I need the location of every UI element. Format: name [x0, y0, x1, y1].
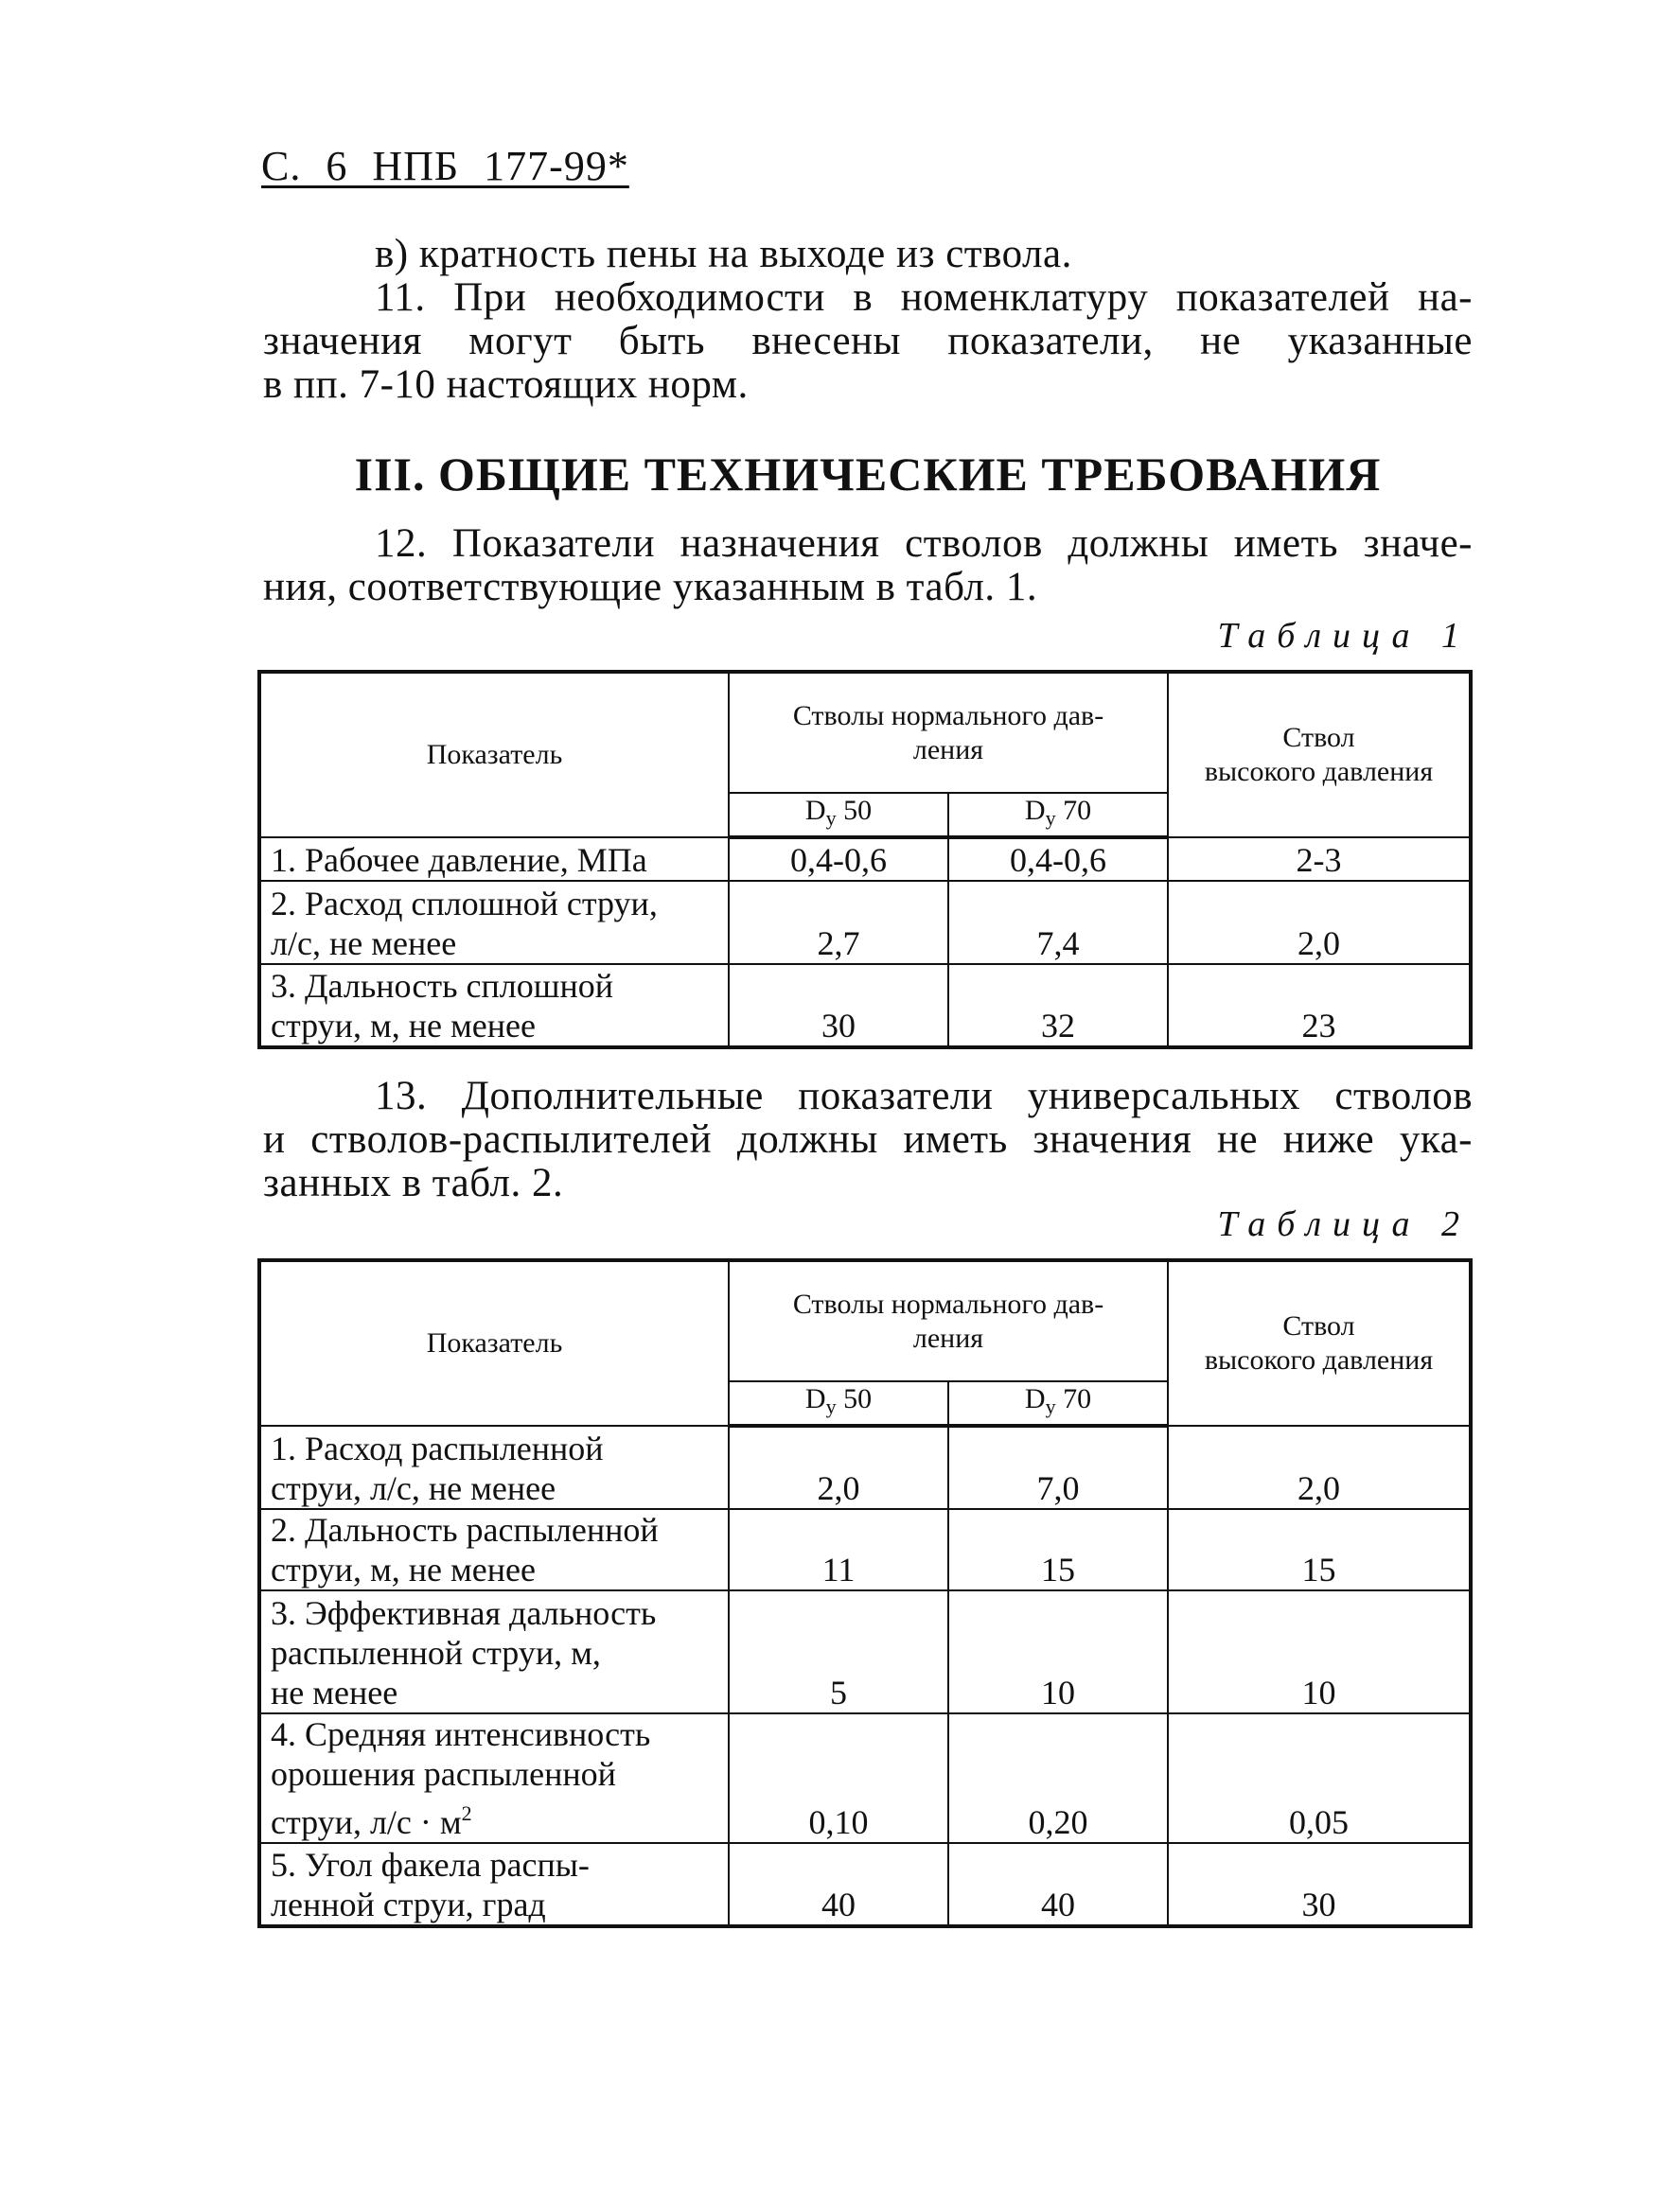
paragraph-13-line-3: занных в табл. 2.: [263, 1161, 564, 1205]
table-2-row-5-high: 30: [1168, 1843, 1471, 1926]
table-2-row-5-dy50: 40: [729, 1843, 948, 1926]
table-2-row-1-dy50: 2,0: [729, 1426, 948, 1509]
table-1-col-indicator: Показатель: [259, 672, 729, 837]
table-row: [259, 964, 1471, 1047]
paragraph-11-line-1: 11. При необходимости в номенклатуру показателей на-: [375, 275, 1473, 320]
table-2-col-normal-line-1: Стволы нормального дав-: [792, 1288, 1104, 1320]
table-1-row-3-label: 3. Дальность сплошной струи, м, не менее: [259, 964, 729, 1047]
table-2-col-normal-line-2: ления: [912, 1322, 984, 1354]
table-1-row-2-label: 2. Расход сплошной струи, л/с, не менее: [259, 881, 729, 964]
table-2-row-3-dy70: 10: [948, 1590, 1168, 1713]
table-2-row-3-label: 3. Эффективная дальность распыленной струи, м, не менее: [259, 1590, 729, 1713]
table-1-col-high-line-2: высокого давления: [1204, 756, 1434, 787]
table-2-row-4-dy70: 0,20: [948, 1713, 1168, 1843]
table-2-col-high-line-1: Ствол: [1282, 1310, 1355, 1342]
paragraph-12: [263, 522, 1473, 609]
table-1-row-2-dy50: 2,7: [729, 881, 948, 964]
table-1-row-1-high: 2-3: [1168, 837, 1471, 881]
table-2-col-dy70: $D_у$ 70: [948, 1381, 1168, 1426]
table-2-col-indicator: Показатель: [259, 1260, 729, 1426]
table-1-row-1-label: 1. Рабочее давление, МПа: [259, 837, 729, 881]
table-1-col-normal-line-1: Стволы нормального дав-: [792, 699, 1104, 731]
table-row: [259, 1426, 1471, 1509]
table-1-row-1-dy70: 0,4-0,6: [948, 837, 1168, 881]
paragraph-13: [263, 1075, 1473, 1205]
table-1-row-2-dy70: 7,4: [948, 881, 1168, 964]
table-2-row-1-label: 1. Расход распыленной струи, л/с, не менее: [259, 1426, 729, 1509]
table-1-col-high-line-1: Ствол: [1282, 722, 1355, 753]
table-2-label: Таблица 2: [1217, 1204, 1471, 1244]
table-row: [259, 1590, 1471, 1713]
table-2-row-5-label: 5. Угол факела распы- ленной струи, град: [259, 1843, 729, 1926]
item-v-line: в) кратность пены на выходе из ствола.: [375, 232, 1072, 276]
table-2-row-2-high: 15: [1168, 1509, 1471, 1590]
table-1-col-high: [1168, 672, 1471, 837]
paragraph-11-line-2: значения могут быть внесены показатели, не указанные: [263, 319, 1473, 363]
table-2-col-dy50: $D_у$ 50: [729, 1381, 948, 1426]
table-row: [259, 837, 1471, 881]
table-1-row-3-dy70: 32: [948, 964, 1168, 1047]
table-1-header-row: [259, 672, 1471, 793]
table-2-row-2-dy70: 15: [948, 1509, 1168, 1590]
table-2-row-3-dy50: 5: [729, 1590, 948, 1713]
table-1-label: Таблица 1: [1217, 616, 1471, 656]
table-2-row-1-dy70: 7,0: [948, 1426, 1168, 1509]
table-1-row-2-high: 2,0: [1168, 881, 1471, 964]
paragraph-13-line-1: 13. Дополнительные показатели универсальных стволов: [375, 1074, 1473, 1118]
table-2: [257, 1258, 1473, 1928]
table-1: [257, 670, 1473, 1049]
table-1-col-dy50: $D_у$ 50: [729, 793, 948, 837]
table-2-row-3-high: 10: [1168, 1590, 1471, 1713]
table-1-col-normal-line-2: ления: [912, 733, 984, 765]
table-1-col-normal: [729, 672, 1168, 793]
table-2-row-2-label: 2. Дальность распыленной струи, м, не менее: [259, 1509, 729, 1590]
table-row: [259, 1843, 1471, 1926]
intro-paragraph: [263, 233, 1473, 407]
table-row: [259, 1713, 1471, 1843]
table-1-row-3-high: 23: [1168, 964, 1471, 1047]
table-1-col-dy70: $D_у$ 70: [948, 793, 1168, 837]
table-2-header-row: [259, 1260, 1471, 1381]
table-row: [259, 881, 1471, 964]
paragraph-13-line-2: и стволов-распылителей должны иметь значения не ниже ука-: [263, 1117, 1473, 1162]
table-row: [259, 1509, 1471, 1590]
table-1-row-1-dy50: 0,4-0,6: [729, 837, 948, 881]
table-2-col-high: [1168, 1260, 1471, 1426]
table-2-col-high-line-2: высокого давления: [1204, 1344, 1434, 1376]
table-1-row-3-dy50: 30: [729, 964, 948, 1047]
page-header: С. 6 НПБ 177-99*: [261, 143, 629, 189]
table-2-row-4-dy50: 0,10: [729, 1713, 948, 1843]
paragraph-11-line-3: в пп. 7-10 настоящих норм.: [263, 362, 749, 407]
paragraph-12-line-1: 12. Показатели назначения стволов должны иметь значе-: [375, 521, 1473, 566]
section-title: III. ОБЩИЕ ТЕХНИЧЕСКИЕ ТРЕБОВАНИЯ: [354, 448, 1382, 500]
table-2-row-2-dy50: 11: [729, 1509, 948, 1590]
table-2-row-5-dy70: 40: [948, 1843, 1168, 1926]
table-2-row-1-high: 2,0: [1168, 1426, 1471, 1509]
paragraph-12-line-2: ния, соответствующие указанным в табл. 1.: [263, 565, 1038, 609]
table-2-row-4-label: 4. Средняя интенсивность орошения распыленной струи, $л/с \cdot м^2$: [259, 1713, 729, 1843]
table-2-row-4-high: 0,05: [1168, 1713, 1471, 1843]
table-2-col-normal: [729, 1260, 1168, 1381]
